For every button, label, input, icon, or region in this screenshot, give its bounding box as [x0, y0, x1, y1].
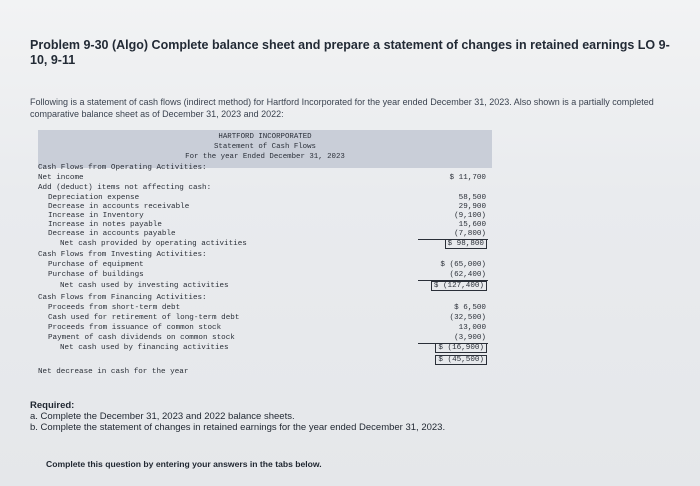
company-name: HARTFORD INCORPORATED — [218, 133, 312, 141]
line-amount: (32,500) — [449, 314, 486, 322]
line-label: Decrease in accounts payable — [48, 230, 176, 238]
line-amount: 29,900 — [458, 203, 486, 211]
line-label: Increase in Inventory — [48, 212, 144, 220]
line-label: Proceeds from issuance of common stock — [48, 324, 222, 332]
line-amount: (62,400) — [449, 271, 486, 279]
statement-name: Statement of Cash Flows — [213, 143, 316, 151]
required-heading: Required: — [30, 400, 75, 411]
line-amount: (9,100) — [454, 212, 486, 220]
rule — [418, 280, 488, 281]
line-label: Proceeds from short-term debt — [48, 304, 181, 312]
problem-title: Problem 9-30 (Algo) Complete balance sheet and prepare a statement of changes in retained earnings LO 9-10, 9-11 — [30, 38, 670, 67]
cash-flow-statement — [38, 130, 492, 384]
line-label: Purchase of equipment — [48, 261, 144, 269]
subtotal-label: Net cash used by financing activities — [60, 344, 229, 352]
operating-heading: Cash Flows from Operating Activities: — [38, 164, 207, 172]
line-label: Add (deduct) items not affecting cash: — [38, 184, 212, 192]
financing-heading: Cash Flows from Financing Activities: — [38, 294, 207, 302]
subtotal-amount: $ (127,400) — [433, 282, 484, 290]
tabs-instruction: Complete this question by entering your answers in the tabs below. — [46, 459, 322, 469]
subtotal-amount: $ 98,800 — [447, 240, 484, 248]
subtotal-label: Net cash provided by operating activities — [60, 240, 247, 248]
line-amount: 58,500 — [458, 194, 486, 202]
line-amount: $ (65,000) — [440, 261, 486, 269]
line-amount: 15,600 — [458, 221, 486, 229]
problem-intro: Following is a statement of cash flows (indirect method) for Hartford Incorporated for the year ended December 31, 2023. Also shown is a partially completed comparative balance sheet as of December 31, 2023 and 2022: — [30, 97, 654, 119]
net-change-label: Net decrease in cash for the year — [38, 368, 189, 376]
line-label: Decrease in accounts receivable — [48, 203, 190, 211]
line-label: Purchase of buildings — [48, 271, 144, 279]
line-label: Depreciation expense — [48, 194, 140, 202]
requirement-item: a. Complete the December 31, 2023 and 2022 balance sheets. — [30, 411, 295, 422]
requirements — [30, 400, 675, 433]
line-label: Cash used for retirement of long-term debt — [48, 314, 240, 322]
net-change-amount: $ (45,500) — [438, 356, 484, 364]
line-label: Net income — [38, 174, 84, 182]
requirement-item: b. Complete the statement of changes in retained earnings for the year ended December 31, 2023. — [30, 422, 446, 433]
line-amount: (3,900) — [454, 334, 486, 342]
statement-header — [38, 130, 492, 168]
statement-period: For the year Ended December 31, 2023 — [185, 153, 345, 161]
subtotal-amount: $ (16,900) — [438, 344, 484, 352]
subtotal-label: Net cash used by investing activities — [60, 282, 229, 290]
line-amount: $ 11,700 — [449, 174, 486, 182]
line-label: Payment of cash dividends on common stock — [48, 334, 235, 342]
line-amount: (7,800) — [454, 230, 486, 238]
line-amount: 13,000 — [458, 324, 486, 332]
line-label: Increase in notes payable — [48, 221, 162, 229]
line-amount: $ 6,500 — [454, 304, 486, 312]
investing-heading: Cash Flows from Investing Activities: — [38, 251, 207, 259]
